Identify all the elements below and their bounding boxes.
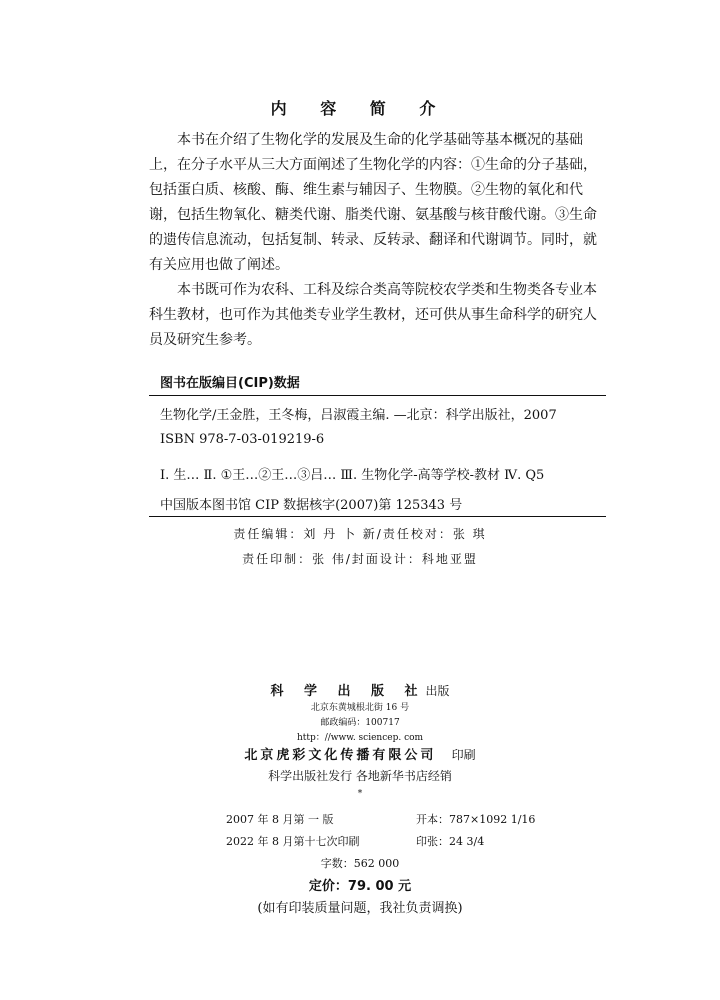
summary-line: 本书既可作为农科、工科及综合类高等院校农学类和生物类各专业本 xyxy=(177,282,597,298)
publisher-postcode: 邮政编码：100717 xyxy=(320,718,400,728)
sheets-info: 印张：24 3/4 xyxy=(416,835,485,848)
printing-info: 2022 年 8 月第十七次印刷 xyxy=(226,835,360,848)
edition-info: 2007 年 8 月第 一 版 xyxy=(226,813,334,826)
summary-line: 有关应用也做了阐述。 xyxy=(149,257,289,273)
replacement-note: (如有印装质量问题，我社负责调换) xyxy=(257,901,463,916)
printer-line xyxy=(0,744,720,763)
cip-line-classification: Ⅰ. 生… Ⅱ. ①王…②王…③吕… Ⅲ. 生物化学-高等学校-教材 Ⅳ. Q5 xyxy=(160,468,545,483)
summary-line: 谢，包括生物氧化、糖类代谢、脂类代谢、氨基酸与核苷酸代谢。③生命 xyxy=(149,207,597,223)
summary-line: 科生教材，也可作为其他类专业学生教材，还可供从事生命科学的研究人 xyxy=(149,307,597,323)
summary-line: 包括蛋白质、核酸、酶、维生素与辅因子、生物膜。②生物的氧化和代 xyxy=(149,182,583,198)
word-count: 字数：562 000 xyxy=(320,857,400,870)
printer-suffix: 印刷 xyxy=(451,748,476,762)
printer-name: 北京虎彩文化传播有限公司 xyxy=(244,748,437,763)
summary-paragraph-1 xyxy=(149,128,609,278)
publisher-url: http：//www. sciencep. com xyxy=(296,733,424,743)
summary-line: 本书在介绍了生物化学的发展及生命的化学基础等基本概况的基础 xyxy=(177,132,583,148)
cip-line-1: 生物化学/王金胜，王冬梅，吕淑霞主编. —北京：科学出版社，2007 xyxy=(160,408,557,423)
summary-line: 的遗传信息流动，包括复制、转录、反转录、翻译和代谢调节。同时，就 xyxy=(149,232,597,248)
credits-line-1: 责任编辑：刘 丹 卜 新/责任校对：张 琪 xyxy=(233,527,487,541)
publisher-name: 科 学 出 版 社 xyxy=(270,684,426,699)
separator-star: * xyxy=(357,789,363,799)
page-title: 内 容 简 介 xyxy=(270,99,450,118)
format-info: 开本：787×1092 1/16 xyxy=(416,813,536,826)
cip-top-rule xyxy=(149,395,606,396)
publisher-line xyxy=(0,680,720,699)
price: 定价：79. 00 元 xyxy=(308,879,412,894)
cip-line-record: 中国版本图书馆 CIP 数据核字(2007)第 125343 号 xyxy=(160,498,463,513)
spec-row-1 xyxy=(226,811,535,827)
publisher-address: 北京东黄城根北街 16 号 xyxy=(310,703,410,713)
credits-line-2: 责任印制：张 伟/封面设计：科地亚盟 xyxy=(242,552,478,566)
cip-heading: 图书在版编目(CIP)数据 xyxy=(160,376,300,391)
cip-bottom-rule xyxy=(149,516,606,517)
summary-line: 员及研究生参考。 xyxy=(149,332,261,348)
summary-line: 上，在分子水平从三大方面阐述了生物化学的内容：①生命的分子基础， xyxy=(149,157,597,173)
cip-line-isbn: ISBN 978-7-03-019219-6 xyxy=(160,432,325,447)
summary-paragraph-2 xyxy=(149,278,609,353)
summary-section xyxy=(149,128,609,353)
spec-row-2 xyxy=(226,833,484,849)
publisher-suffix: 出版 xyxy=(425,684,450,698)
distribution-line: 科学出版社发行 各地新华书店经销 xyxy=(268,769,452,783)
